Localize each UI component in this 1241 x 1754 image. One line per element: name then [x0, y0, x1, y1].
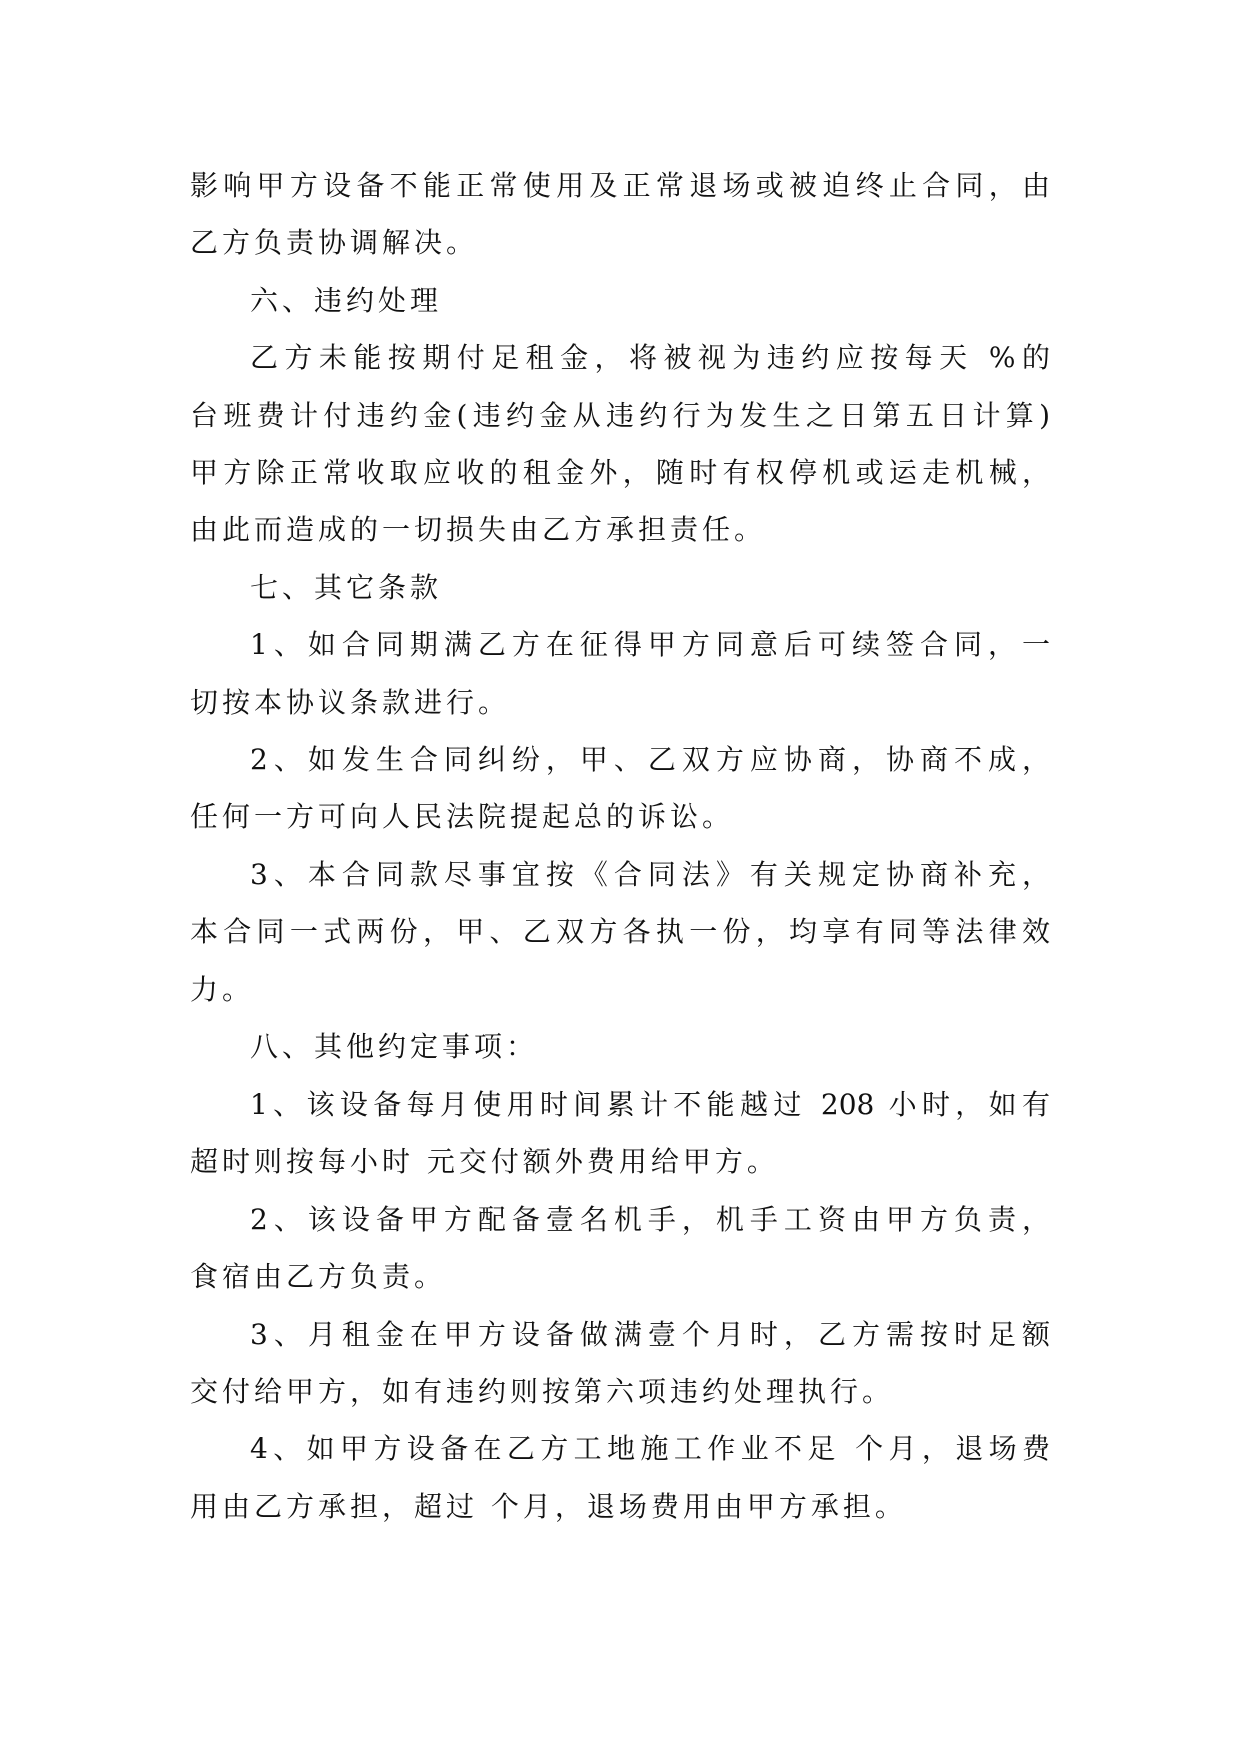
paragraph-line: 任何一方可向人民法院提起总的诉讼。 — [190, 800, 735, 833]
paragraph-line: 影响甲方设备不能正常使用及正常退场或被迫终止合同，由 — [190, 169, 1050, 202]
paragraph-line: 台班费计付违约金(违约金从违约行为发生之日第五日计算) — [190, 399, 1050, 432]
paragraph-line: 由此而造成的一切损失由乙方承担责任。 — [190, 513, 767, 546]
paragraph-line: 超时则按每小时 元交付额外费用给甲方。 — [190, 1145, 779, 1178]
paragraph-line: 交付给甲方，如有违约则按第六项违约处理执行。 — [190, 1375, 895, 1408]
paragraph-line: 切按本协议条款进行。 — [190, 686, 511, 719]
section-heading: 六、违约处理 — [250, 284, 443, 317]
paragraph-line: 力。 — [190, 973, 255, 1006]
paragraph-line: 本合同一式两份，甲、乙双方各执一份，均享有同等法律效 — [190, 915, 1050, 948]
paragraph-line: 3、本合同款尽事宜按《合同法》有关规定协商补充， — [250, 858, 1050, 891]
paragraph-line: 1、该设备每月使用时间累计不能越过 208 小时，如有 — [250, 1088, 1050, 1121]
paragraph-line: 4、如甲方设备在乙方工地施工作业不足 个月，退场费 — [250, 1432, 1050, 1465]
section-heading: 七、其它条款 — [250, 571, 443, 604]
paragraph-line: 乙方未能按期付足租金，将被视为违约应按每天 %的 — [250, 341, 1050, 374]
paragraph-line: 食宿由乙方负责。 — [190, 1260, 447, 1293]
paragraph-line: 2、如发生合同纠纷，甲、乙双方应协商，协商不成， — [250, 743, 1050, 776]
paragraph-line: 1、如合同期满乙方在征得甲方同意后可续签合同，一 — [250, 628, 1050, 661]
paragraph-line: 用由乙方承担，超过 个月，退场费用由甲方承担。 — [190, 1490, 907, 1523]
section-heading: 八、其他约定事项： — [250, 1030, 539, 1063]
paragraph-line: 乙方负责协调解决。 — [190, 226, 479, 259]
paragraph-line: 甲方除正常收取应收的租金外，随时有权停机或运走机械， — [190, 456, 1050, 489]
paragraph-line: 3、月租金在甲方设备做满壹个月时，乙方需按时足额 — [250, 1318, 1050, 1351]
paragraph-line: 2、该设备甲方配备壹名机手，机手工资由甲方负责， — [250, 1203, 1050, 1236]
